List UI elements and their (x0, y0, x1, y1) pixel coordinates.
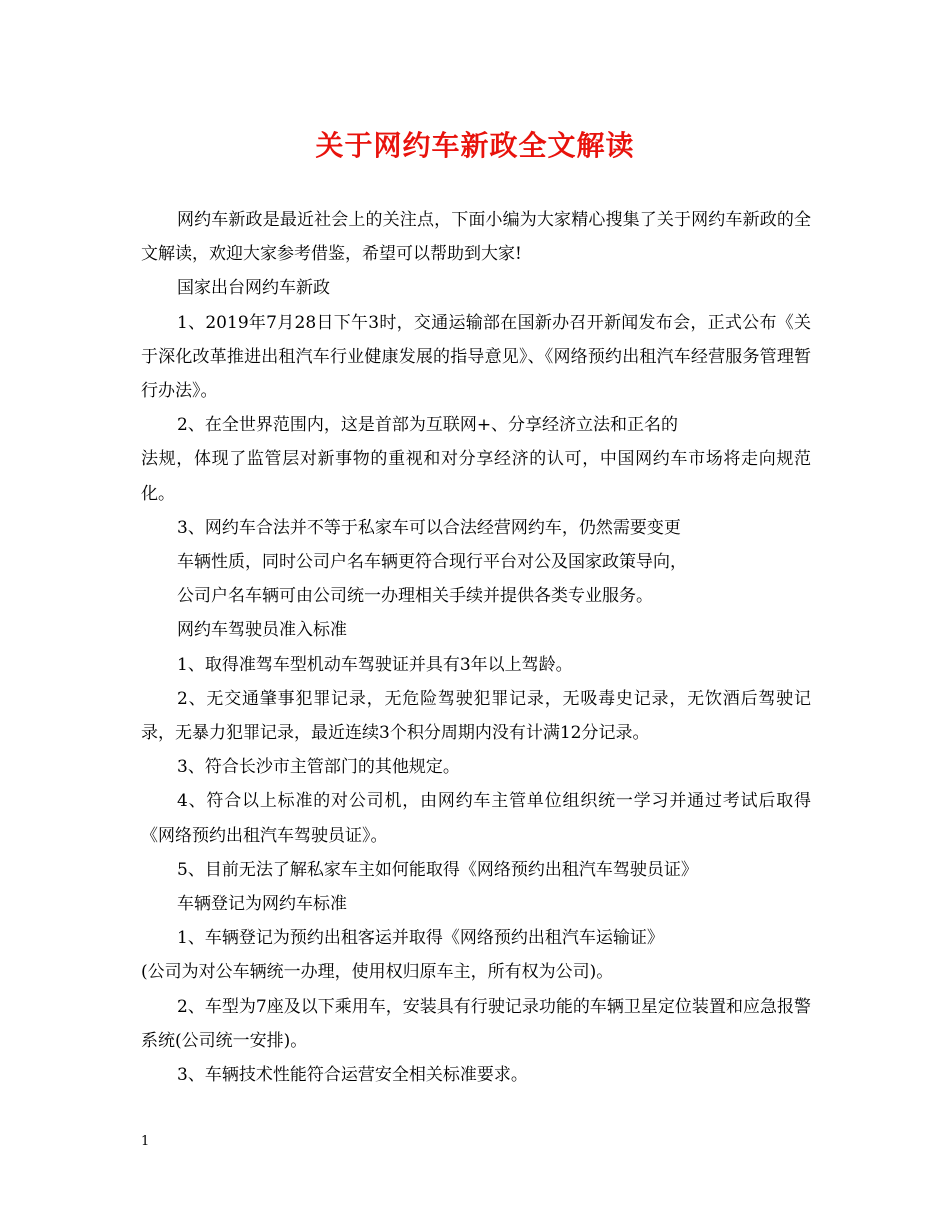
paragraph-intro: 网约车新政是最近社会上的关注点，下面小编为大家精心搜集了关于网约车新政的全文解读，欢迎大家参考借鉴，希望可以帮助到大家! (141, 210, 811, 265)
paragraph-driver-5: 5、目前无法了解私家车主如何能取得《网络预约出租汽车驾驶员证》 (177, 859, 698, 880)
paragraph-vehicle-1-note: (公司为对公车辆统一办理，使用权归原车主，所有权为公司)。 (141, 962, 614, 983)
paragraph-vehicle-1: 1、车辆登记为预约出租客运并取得《网络预约出租汽车运输证》 (177, 928, 664, 949)
paragraph-policy-3-line-3: 公司户名车辆可由公司统一办理相关手续并提供各类专业服务。 (177, 586, 653, 607)
paragraph-policy-3: 3、网约车合法并不等于私家车可以合法经营网约车，仍然需要变更 (177, 517, 681, 538)
paragraph-driver-2: 2、无交通肇事犯罪记录，无危险驾驶犯罪记录，无吸毒史记录，无饮酒后驾驶记录，无暴力犯罪记录，最近连续3个积分周期内没有计满12分记录。 (141, 688, 811, 744)
document-title: 关于网约车新政全文解读 (315, 129, 635, 162)
section-heading-driver-standards: 网约车驾驶员准入标准 (177, 620, 347, 641)
paragraph-driver-4: 4、符合以上标准的对公司机，由网约车主管单位组织统一学习并通过考试后取得《网络预约出租汽车驾驶员证》。 (141, 791, 811, 846)
paragraph-vehicle-3: 3、车辆技术性能符合运营安全相关标准要求。 (177, 1065, 528, 1086)
section-heading-vehicle-standards: 车辆登记为网约车标准 (177, 894, 347, 915)
paragraph-driver-3: 3、符合长沙市主管部门的其他规定。 (177, 757, 460, 778)
page-number: 1 (141, 1134, 150, 1149)
paragraph-policy-3-line-2: 车辆性质，同时公司户名车辆更符合现行平台对公及国家政策导向， (177, 552, 687, 573)
paragraph-vehicle-2: 2、车型为7座及以下乘用车，安装具有行驶记录功能的车辆卫星定位装置和应急报警系统(公司统一安排)。 (141, 996, 811, 1051)
paragraph-policy-2: 2、在全世界范围内，这是首部为互联网+、分享经济立法和正名的 (177, 415, 679, 436)
paragraph-policy-1: 1、2019年7月28日下午3时，交通运输部在国新办召开新闻发布会，正式公布《关于深化改革推进出租汽车行业健康发展的指导意见》、《网络预约出租汽车经营服务管理暂行办法》。 (141, 312, 811, 402)
paragraph-policy-2-continued: 法规，体现了监管层对新事物的重视和对分享经济的认可，中国网约车市场将走向规范化。 (141, 449, 811, 504)
document-body (141, 203, 811, 1092)
paragraph-driver-1: 1、取得准驾车型机动车驾驶证并具有3年以上驾龄。 (177, 654, 573, 675)
section-heading-new-policy: 国家出台网约车新政 (177, 278, 330, 299)
